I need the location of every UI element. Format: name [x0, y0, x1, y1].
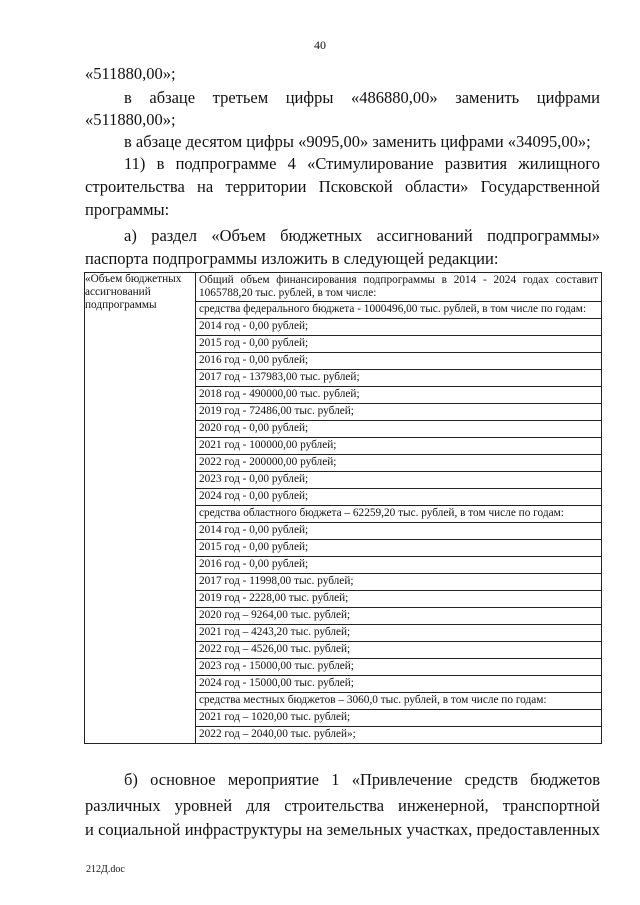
- table-row: 2014 год - 0,00 рублей;: [196, 523, 601, 540]
- table-row: 2020 год – 9264,00 тыс. рублей;: [196, 608, 601, 625]
- paragraph-line: «511880,00»;: [85, 110, 176, 129]
- paragraph-line: а) раздел «Объем бюджетных ассигнований подпрограммы»: [124, 226, 600, 245]
- table-row: 2020 год - 0,00 рублей;: [196, 421, 601, 438]
- page-number: 40: [314, 38, 326, 52]
- table-row: 2021 год - 100000,00 рублей;: [196, 438, 601, 455]
- paragraph-line: различных уровней для строительства инженерной, транспортной: [85, 796, 600, 815]
- table-row: средства областного бюджета – 62259,20 тыс. рублей, в том числе по годам:: [196, 506, 601, 523]
- table-row: 2024 год - 15000,00 тыс. рублей;: [196, 676, 601, 693]
- table-row: 2017 год - 137983,00 тыс. рублей;: [196, 370, 601, 387]
- budget-table: [84, 272, 602, 744]
- table-row: 2018 год - 490000,00 тыс. рублей;: [196, 387, 601, 404]
- table-label-cell: «Объем бюджетных ассигнований подпрограммы: [85, 273, 196, 744]
- table-row: 2022 год – 2040,00 тыс. рублей»;: [199, 728, 356, 740]
- table-row: 2021 год – 1020,00 тыс. рублей;: [196, 710, 601, 727]
- table-row: 2016 год - 0,00 рублей;: [196, 353, 601, 370]
- table-row: 2019 год - 72486,00 тыс. рублей;: [196, 404, 601, 421]
- table-row: 2022 год - 200000,00 рублей;: [196, 455, 601, 472]
- table-row: 2023 год - 0,00 рублей;: [196, 472, 601, 489]
- paragraph-line: строительства на территории Псковской области» Государственной: [85, 177, 600, 196]
- footer-filename: 212Д.doc: [86, 864, 125, 875]
- table-row: 2015 год - 0,00 рублей;: [196, 540, 601, 557]
- table-row: 2015 год - 0,00 рублей;: [196, 336, 601, 353]
- table-row: Общий объем финансирования подпрограммы в 2014 - 2024 годах составит 1065788,20 тыс. рублей, в том числе:: [196, 273, 601, 302]
- paragraph-line: «511880,00»;: [85, 64, 176, 83]
- paragraph-line: 11) в подпрограмме 4 «Стимулирование развития жилищного: [124, 154, 600, 173]
- table-row: средства федерального бюджета - 1000496,00 тыс. рублей, в том числе по годам:: [196, 302, 601, 319]
- table-row: 2024 год - 0,00 рублей;: [196, 489, 601, 506]
- table-row: 2022 год – 4526,00 тыс. рублей;: [196, 642, 601, 659]
- paragraph-line: и социальной инфраструктуры на земельных участках, предоставленных: [85, 820, 600, 839]
- paragraph-line: в абзаце десятом цифры «9095,00» заменить цифрами «34095,00»;: [124, 132, 591, 151]
- table-row: 2021 год – 4243,20 тыс. рублей;: [196, 625, 601, 642]
- paragraph-line: в абзаце третьем цифры «486880,00» заменить цифрами: [124, 88, 600, 107]
- table-row: 2014 год - 0,00 рублей;: [196, 319, 601, 336]
- table-row: 2019 год - 2228,00 тыс. рублей;: [196, 591, 601, 608]
- table-values-cell: [196, 273, 602, 744]
- table-row: 2023 год - 15000,00 тыс. рублей;: [196, 659, 601, 676]
- paragraph-line: б) основное мероприятие 1 «Привлечение средств бюджетов: [124, 770, 600, 789]
- paragraph-line: программы:: [85, 200, 170, 219]
- table-row: 2016 год - 0,00 рублей;: [196, 557, 601, 574]
- table-row: 2017 год - 11998,00 тыс. рублей;: [196, 574, 601, 591]
- paragraph-line: паспорта подпрограммы изложить в следующей редакции:: [85, 249, 499, 268]
- table-row: средства местных бюджетов – 3060,0 тыс. рублей, в том числе по годам:: [196, 693, 601, 710]
